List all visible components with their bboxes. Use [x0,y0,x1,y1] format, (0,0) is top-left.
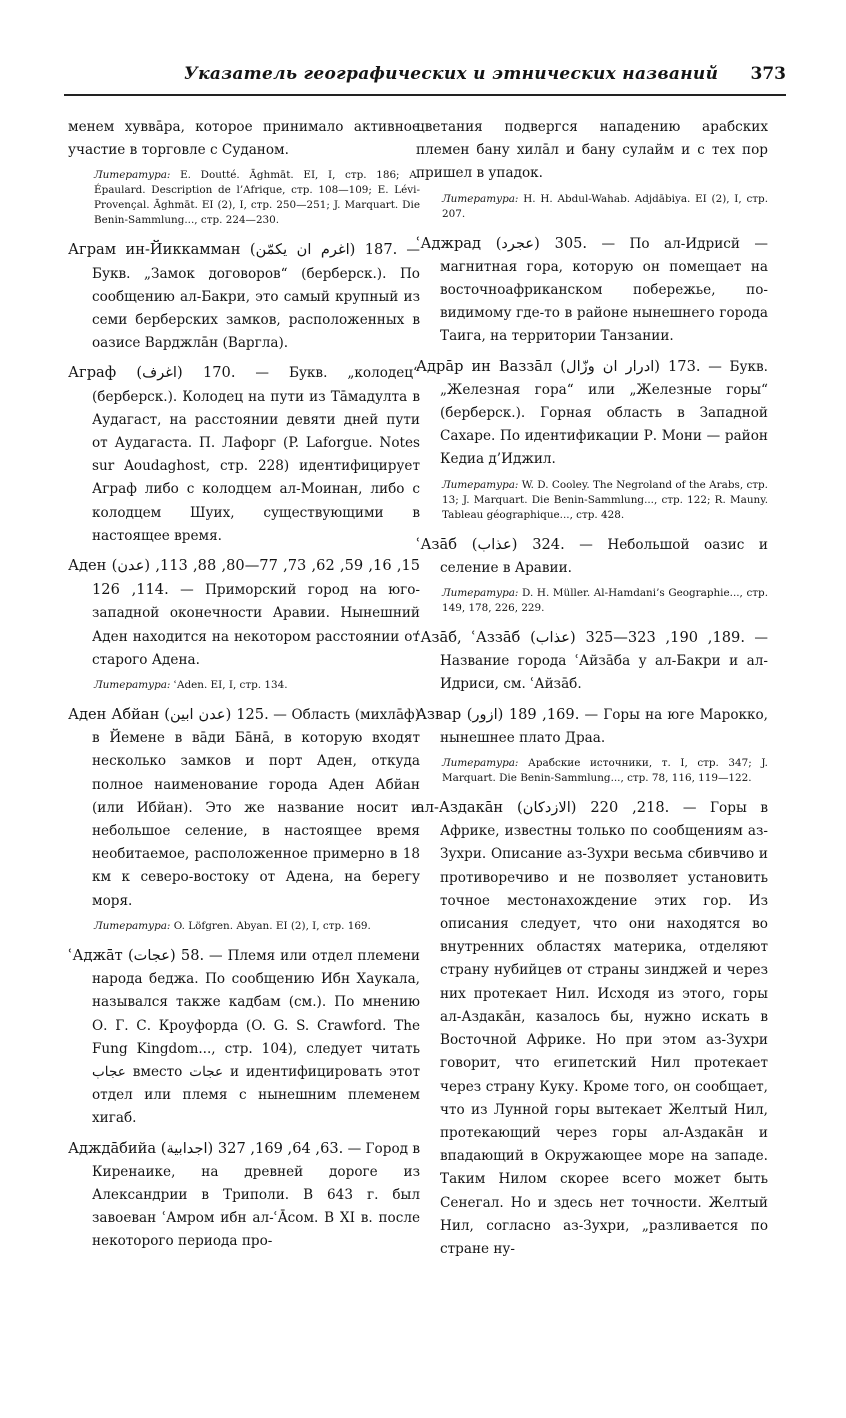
literature-label: Литература: [442,757,519,770]
entry-body [68,361,420,548]
index-entry [416,232,768,349]
entry-headword: Аден Абйан (عدن ابين) 125. [68,706,269,724]
entry-text: — Букв. „Железная гора“ или „Железные горы“ (берберск.). Горная область в Западной Сахаре. По идентификации Р. Мони — район Кедиа д’Иджил. [440,358,768,468]
entry-headword: ʿАджāт (عجات) 58. [68,946,205,964]
literature-text: D. H. Müller. Al-Hamdani’s Geographie..., стр. 149, 178, 226, 229. [442,587,768,615]
entry-headword: ʿАзāб (عذاب) 324. [416,535,565,553]
entry-headword: Адждāбийа (اجدابية) 63, 64, 169, 327. [68,1139,344,1157]
entry-headword: Азвар (ازور) 169, 189. [416,705,580,723]
entry-body [68,703,420,913]
literature-text: E. Doutté. Āghmāt. EI, I, стр. 186; A. Épaulard. Description de l’Afrique, стр. 108—109; E. Lévi-Provençal. Āghmāt. EI (2), I, стр. 250—251; J. Marquart. Die Benin-Sammlung..., стр. 224—230. [94,169,420,227]
index-entry [416,533,768,580]
literature-text: O. Löfgren. Abyan. EI (2), I, стр. 169. [170,919,371,932]
entry-text: — Приморский город на юго-западной оконечности Аравии. Нынешний Аден находится на некотором расстоянии от старого Адена. [92,582,420,668]
literature-note [416,192,768,222]
entry-body [68,944,420,1131]
entry-body [68,1137,420,1254]
literature-text: ʿAden. EI, I, стр. 134. [170,679,288,692]
literature-label: Литература: [94,679,171,692]
continued-text: цветания подвергся нападению арабских племен бану хилāл и бану сулайм и с тех пор пришел в упадок. [416,119,768,182]
entry-headword: ʿАджрад (عجرد) 305. [416,234,588,252]
index-entry [68,238,420,355]
entry-body [416,796,768,1261]
page-number: 373 [750,64,786,84]
entry-text: — Букв. „колодец“ (берберск.). Колодец на пути из Тāмадулта в Аудагаст, на расстоянии девяти дней пути от Аудагаста. П. Лафорг (P. Laforgue. Notes sur Aoudaghost, стр. 228) идентифицирует Аграф либо с колодцем ал-Моинан, либо с колодцем Шуих, существующими в настоящее время. [92,365,420,544]
index-entry [416,355,768,472]
index-entry [68,703,420,913]
entry-text: — Букв. „Замок договоров“ (берберск.). По сообщению ал-Бакри, это самый крупный из семи берберских замков, расположенных в оазисе Варджлāн (Варгла). [92,242,420,352]
entry-body [416,703,768,750]
literature-label: Литература: [442,587,519,600]
literature-label: Литература: [94,169,171,182]
index-entry [68,1137,420,1254]
continued-text: менем хуввāра, которое принимало активное участие в торговле с Суданом. [68,119,420,159]
literature-note [416,478,768,523]
literature-label: Литература: [94,919,171,932]
entry-body [416,355,768,472]
running-header [64,60,786,96]
entry-headword: ал-Аздакāн (الازدكان) 218, 220. [416,799,670,817]
entry-text: — Племя или отдел племени народа беджа. По сообщению Ибн Хаукала, назывался также кадбам (см.). По мнению О. Г. С. Кроуфорда (O. G. S. Crawford. The Fung Kingdom..., стр. 104), следует читать عجاب вместо عجات и идентифицировать этот отдел или племя с нынешним племенем хигаб. [92,947,421,1127]
entry-body [416,626,768,697]
literature-note [416,586,768,616]
index-entry [68,944,420,1131]
entry-body [68,238,420,355]
index-entry [416,626,768,697]
entry-text: — По ал-Идрисй — магнитная гора, которую он помещает на восточноафриканском побережье, по-видимому где-то в районе нынешнего города Таига, на территории Танзании. [440,235,768,345]
literature-note [68,168,420,228]
index-entry [416,703,768,750]
literature-note [68,678,420,693]
entry-headword: Адрāр ин Ваззāл (ادرار ان وزّال) 173. [416,357,701,375]
literature-text: H. H. Abdul-Wahab. Adjdābiya. EI (2), I, стр. 207. [442,192,768,220]
entry-text: — Горы в Африке, известны только по сообщениям аз-Зухри. Описание аз-Зухри весьма сбивчиво и противоречиво и не позволяет установить точное местонахождение этих гор. Из описания следует, что они находятся во внутренних областях материка, отделяют страну нубийцев от страны зинджей и через них протекает Нил. Исходя из этого, горы ал-Аздакāн, казалось бы, нужно искать в Восточной Африке. Но при этом аз-Зухри говорит, что египетский Нил протекает через страну Куку. Кроме того, он сообщает, что из Лунной горы вытекает Желтый Нил, протекающий через горы ал-Аздакāн и впадающий в Окружающее море на западе. Таким Нилом скорее всего может быть Сенегал. Но и здесь нет точности. Желтый Нил, согласно аз-Зухри, „разливается по стране ну- [440,800,768,1257]
literature-note [68,919,420,934]
entry-headword: ʿАзāб, ʿАззāб (عذاب) 189, 190, 323—325. [416,629,745,647]
index-entry [416,796,768,1261]
entry-text: — Название города ʿАйзāба у ал-Бакри и ал-Идриси, см. ʿАйзāб. [440,630,768,693]
entry-text: — Небольшой оазис и селение в Аравии. [440,536,768,576]
right-column [416,116,768,1267]
entry-text: — Горы на юге Марокко, нынешнее плато Драа. [440,706,769,746]
entry-body [416,533,768,580]
literature-label: Литература: [442,192,519,205]
literature-text: W. D. Cooley. The Negroland of the Arabs, стр. 13; J. Marquart. Die Benin-Sammlung..., стр. 122; R. Mauny. Tableau géographique..., стр. 428. [442,478,768,521]
literature-text: Арабские источники, т. I, стр. 347; J. Marquart. Die Benin-Sammlung..., стр. 78, 116, 119—122. [442,757,768,785]
left-column [68,116,420,1260]
running-title: Указатель географических и этнических названий [184,64,719,84]
index-entry [68,361,420,548]
entry-body [416,232,768,349]
entry-headword: Аграм ин-Йиккамман (اغرم ان يكمّن) 187. [68,241,398,259]
entry-body [68,554,420,672]
literature-note [416,756,768,786]
entry-headword: Аден (عدن) 15, 16, 59, 62, 73, 77—80, 88, 113, 114, 126. [68,557,421,599]
entry-text: — Область (михлāф) в Йемене в вāди Бāнā, в которую входят несколько замков и порт Аден, откуда полное наименование города Аден Абйан (или Ибйан). Это же название носит и небольшое селение, в настоящее время необитаемое, расположенное примерно в 18 км к северо-востоку от Адена, на берегу моря. [92,707,420,909]
entry-headword: Аграф (اغرف) 170. [68,364,236,382]
index-entry [68,554,420,672]
entry-text: — Город в Киренаике, на древней дороге из Александрии в Триполи. В 643 г. был завоеван ʿАмром ибн ал-ʿĀсом. В XI в. после некоторого периода про- [92,1140,420,1250]
literature-label: Литература: [442,478,519,491]
